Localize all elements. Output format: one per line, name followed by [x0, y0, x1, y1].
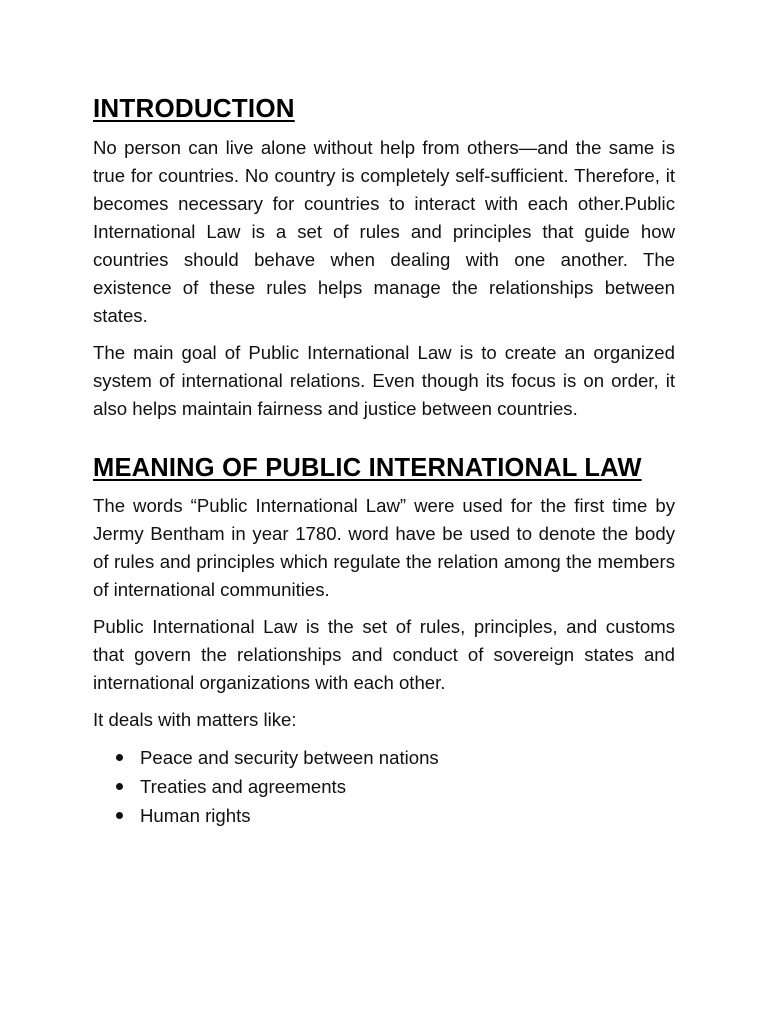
- bullet-icon: [116, 783, 123, 790]
- document-body: [93, 90, 675, 830]
- bullet-icon: [116, 754, 123, 761]
- list-item-text: Human rights: [140, 805, 251, 826]
- list-item: [93, 801, 675, 830]
- list-item: [93, 772, 675, 801]
- bullet-list: [93, 743, 675, 830]
- bullet-icon: [116, 812, 123, 819]
- list-item: [93, 743, 675, 772]
- paragraph: No person can live alone without help from others—and the same is true for countries. No country is completely self-sufficient. Therefore, it becomes necessary for countries to interact with each other.Public International Law is a set of rules and principles that guide how countries should behave when dealing with one another. The existence of these rules helps manage the relationships between states.: [93, 137, 675, 326]
- list-item-text: Treaties and agreements: [140, 776, 347, 797]
- paragraph: It deals with matters like:: [93, 709, 297, 730]
- paragraph: The words “Public International Law” were used for the first time by Jermy Bentham in year 1780. word have be used to denote the body of rules and principles which regulate the relation among the members of international communities.: [93, 495, 675, 600]
- section-heading-meaning: MEANING OF PUBLIC INTERNATIONAL LAW: [93, 454, 642, 482]
- section-heading-introduction: INTRODUCTION: [93, 93, 295, 123]
- list-item-text: Peace and security between nations: [140, 747, 439, 768]
- paragraph: Public International Law is the set of rules, principles, and customs that govern the relationships and conduct of sovereign states and international organizations with each other.: [93, 616, 675, 693]
- paragraph: The main goal of Public International Law is to create an organized system of international relations. Even though its focus is on order, it also helps maintain fairness and justice between countries.: [93, 342, 675, 419]
